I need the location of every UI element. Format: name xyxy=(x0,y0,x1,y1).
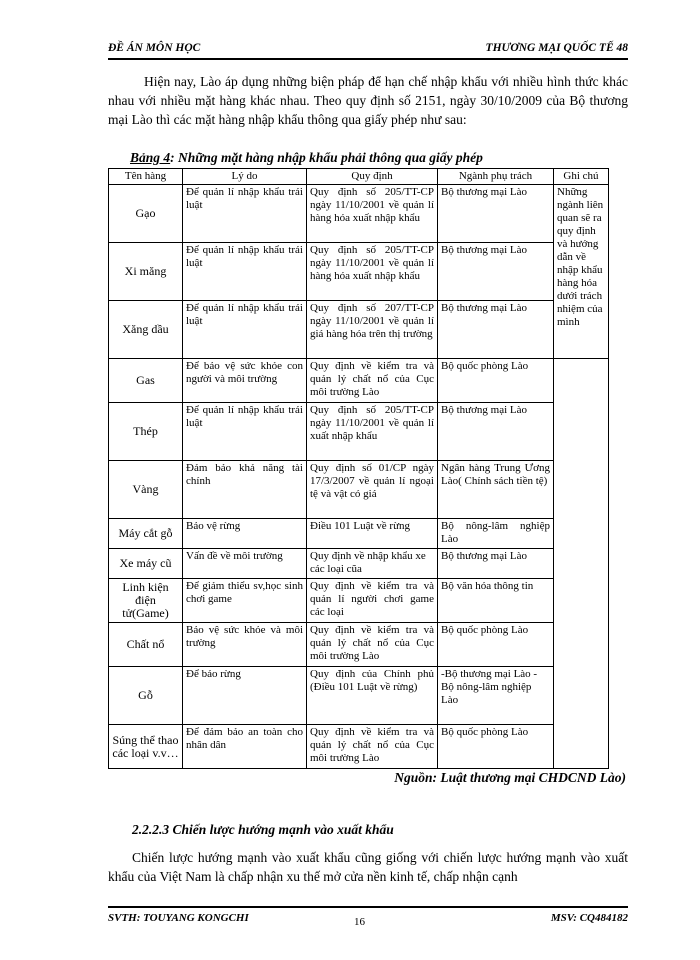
agency-cell: Bộ quốc phòng Lào xyxy=(438,359,554,403)
reason-cell: Để quản lí nhập khẩu trái luật xyxy=(183,185,307,243)
agency-cell: Bộ quốc phòng Lào xyxy=(438,725,554,769)
table-row xyxy=(109,243,609,301)
empty-note-cell xyxy=(554,359,609,769)
header-subject-title: THƯƠNG MẠI QUỐC TẾ 48 xyxy=(485,42,628,54)
goods-name-cell: Gas xyxy=(109,359,183,403)
import-license-table xyxy=(108,168,609,769)
regulation-cell: Quy định về kiểm tra và quản lí người chơi game các loại xyxy=(307,579,438,623)
section-heading: 2.2.2.3 Chiến lược hướng mạnh vào xuất khẩu xyxy=(132,822,394,837)
table-row xyxy=(109,519,609,549)
goods-name-cell: Gạo xyxy=(109,185,183,243)
reason-cell: Để bảo vệ sức khỏe con người và môi trường xyxy=(183,359,307,403)
table-caption xyxy=(130,150,483,166)
column-header: Quy định xyxy=(307,169,438,185)
agency-cell: Bộ thương mại Lào xyxy=(438,243,554,301)
page-footer xyxy=(108,906,628,938)
goods-name-cell: Súng thể thao các loại v.v… xyxy=(109,725,183,769)
reason-cell: Để quản lí nhập khẩu trái luật xyxy=(183,301,307,359)
reason-cell: Đảm bảo khả năng tài chính xyxy=(183,461,307,519)
regulation-cell: Quy định số 01/CP ngày 17/3/2007 về quản lí ngoại tệ và vật có giá xyxy=(307,461,438,519)
page-header xyxy=(108,40,628,60)
table-row xyxy=(109,403,609,461)
regulation-cell: Quy định số 205/TT-CP ngày 11/10/2001 về quản lí hàng hóa xuất nhập khẩu xyxy=(307,185,438,243)
agency-cell: -Bộ thương mại Lào - Bộ nông-lâm nghiệp Lào xyxy=(438,667,554,725)
agency-cell: Ngân hàng Trung Ương Lào( Chính sách tiền tệ) xyxy=(438,461,554,519)
footer-student-id: MSV: CQ484182 xyxy=(550,912,628,924)
reason-cell: Bảo vệ sức khỏe và môi trường xyxy=(183,623,307,667)
header-course-title: ĐỀ ÁN MÔN HỌC xyxy=(108,42,201,54)
reason-cell: Bảo vệ rừng xyxy=(183,519,307,549)
column-header: Lý do xyxy=(183,169,307,185)
table-row xyxy=(109,579,609,623)
regulation-cell: Quy định số 205/TT-CP ngày 11/10/2001 về quản lí xuất nhập khẩu xyxy=(307,403,438,461)
footer-student-name: SVTH: TOUYANG KONGCHI xyxy=(108,912,249,924)
goods-name-cell: Thép xyxy=(109,403,183,461)
table-row xyxy=(109,667,609,725)
agency-cell: Bộ thương mại Lào xyxy=(438,549,554,579)
regulation-cell: Quy định về kiểm tra và quản lý chất nổ của Cục môi trường Lào xyxy=(307,359,438,403)
goods-name-cell: Xe máy cũ xyxy=(109,549,183,579)
table-row xyxy=(109,359,609,403)
regulation-cell: Quy định về nhập khẩu xe các loại cũa xyxy=(307,549,438,579)
intro-paragraph: Hiện nay, Lào áp dụng những biện pháp để hạn chế nhập khẩu với nhiều hình thức khác nhau với nhiều mặt hàng khác nhau. Theo quy định số 2151, ngày 30/10/2009 của Bộ thương mại Lào thì các mặt hàng nhập khẩu thông qua giấy phép như sau: xyxy=(108,74,628,127)
table-row xyxy=(109,185,609,243)
agency-cell: Bộ thương mại Lào xyxy=(438,185,554,243)
regulation-cell: Quy định của Chính phủ (Điều 101 Luật về rừng) xyxy=(307,667,438,725)
body-paragraph: Chiến lược hướng mạnh vào xuất khẩu cũng giống với chiến lược hướng mạnh vào xuất khẩu của Việt Nam là chấp nhận xu thế mở cửa nền kinh tế, chấp nhận cạnh xyxy=(108,850,628,884)
page-number: 16 xyxy=(354,916,365,928)
regulation-cell: Quy định số 205/TT-CP ngày 11/10/2001 về quản lí hàng hóa xuất nhập khẩu xyxy=(307,243,438,301)
regulation-cell: Quy định về kiểm tra và quản lý chất nổ của Cục môi trường Lào xyxy=(307,623,438,667)
agency-cell: Bộ quốc phòng Lào xyxy=(438,623,554,667)
table-source: Nguồn: Luật thương mại CHDCND Lào) xyxy=(394,770,626,785)
reason-cell: Để quản lí nhập khẩu trái luật xyxy=(183,403,307,461)
agency-cell: Bộ thương mại Lào xyxy=(438,301,554,359)
reason-cell: Để giảm thiểu sv,học sinh chơi game xyxy=(183,579,307,623)
goods-name-cell: Chất nổ xyxy=(109,623,183,667)
table-header-row xyxy=(109,169,609,185)
reason-cell: Để đảm bảo an toàn cho nhân dân xyxy=(183,725,307,769)
agency-cell: Bộ nông-lâm nghiệp Lào xyxy=(438,519,554,549)
goods-name-cell: Xăng dầu xyxy=(109,301,183,359)
table-caption-label: Bảng 4 xyxy=(130,150,171,165)
table-row xyxy=(109,461,609,519)
note-cell: Những ngành liên quan sẽ ra quy định và hướng dẫn về nhập khẩu hàng hóa dưới trách nhiệm của mình xyxy=(554,185,609,359)
goods-name-cell: Vàng xyxy=(109,461,183,519)
table-row xyxy=(109,549,609,579)
regulation-cell: Quy định về kiểm tra và quản lý chất nổ của Cục môi trường Lào xyxy=(307,725,438,769)
reason-cell: Vấn đề về môi trường xyxy=(183,549,307,579)
column-header: Ngành phụ trách xyxy=(438,169,554,185)
agency-cell: Bộ thương mại Lào xyxy=(438,403,554,461)
goods-name-cell: Xi măng xyxy=(109,243,183,301)
column-header: Tên hàng xyxy=(109,169,183,185)
agency-cell: Bộ văn hóa thông tin xyxy=(438,579,554,623)
table-row xyxy=(109,725,609,769)
goods-name-cell: Gỗ xyxy=(109,667,183,725)
goods-name-cell: Linh kiện điện tử(Game) xyxy=(109,579,183,623)
regulation-cell: Quy định số 207/TT-CP ngày 11/10/2001 về quản lí giá hàng hóa trên thị trường xyxy=(307,301,438,359)
column-header: Ghi chú xyxy=(554,169,609,185)
table-caption-text: : Những mặt hàng nhập khẩu phải thông qua giấy phép xyxy=(170,150,483,165)
table-row xyxy=(109,623,609,667)
reason-cell: Để bảo rừng xyxy=(183,667,307,725)
reason-cell: Để quản lí nhập khẩu trái luật xyxy=(183,243,307,301)
regulation-cell: Điều 101 Luật về rừng xyxy=(307,519,438,549)
goods-name-cell: Máy cắt gỗ xyxy=(109,519,183,549)
table-row xyxy=(109,301,609,359)
